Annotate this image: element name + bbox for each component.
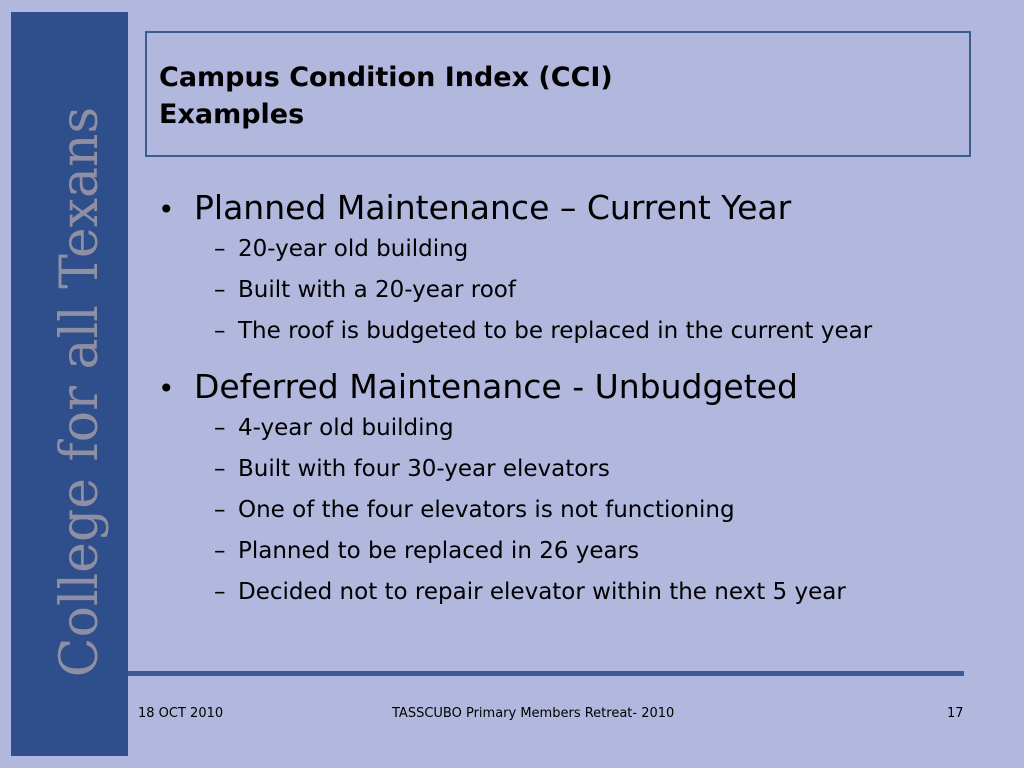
bullet-heading: Deferred Maintenance - Unbudgeted: [194, 367, 798, 406]
sub-item: [158, 456, 978, 497]
sub-item: [158, 318, 978, 359]
dash-marker: –: [214, 236, 226, 262]
footer-divider: [128, 671, 964, 676]
slide-content: [158, 188, 978, 620]
sub-item-text: 4-year old building: [238, 415, 454, 441]
title-line-2: Examples: [159, 99, 305, 130]
slide-title: [159, 59, 613, 133]
dash-marker: –: [214, 277, 226, 303]
sub-item-text: Decided not to repair elevator within the next 5 year: [238, 579, 846, 605]
bullet-dot: •: [158, 372, 175, 405]
sub-item-text: Planned to be replaced in 26 years: [238, 538, 640, 564]
sidebar-slogan: College for all Texans: [50, 106, 110, 678]
bullet-heading: Planned Maintenance – Current Year: [194, 188, 792, 227]
sub-item: [158, 538, 978, 579]
sub-item: [158, 236, 978, 277]
dash-marker: –: [214, 456, 226, 482]
dash-marker: –: [214, 497, 226, 523]
sub-item: [158, 497, 978, 538]
sub-item-text: One of the four elevators is not functioning: [238, 497, 735, 523]
sub-item-text: Built with four 30-year elevators: [238, 456, 610, 482]
bullet-dot: •: [158, 193, 175, 226]
sub-item-text: 20-year old building: [238, 236, 469, 262]
bullet-item: [158, 188, 978, 236]
sub-item: [158, 415, 978, 456]
footer-date: 18 OCT 2010: [138, 706, 224, 721]
title-box: [145, 31, 971, 157]
title-line-1: Campus Condition Index (CCI): [159, 62, 613, 93]
dash-marker: –: [214, 538, 226, 564]
bullet-item: [158, 367, 978, 415]
sub-item: [158, 277, 978, 318]
sidebar-band: [11, 12, 128, 756]
sub-item: [158, 579, 978, 620]
dash-marker: –: [214, 579, 226, 605]
page-number: 17: [947, 706, 964, 721]
footer-event-title: TASSCUBO Primary Members Retreat- 2010: [392, 706, 675, 721]
sub-item-text: The roof is budgeted to be replaced in the current year: [238, 318, 873, 344]
dash-marker: –: [214, 415, 226, 441]
dash-marker: –: [214, 318, 226, 344]
sub-item-text: Built with a 20-year roof: [238, 277, 516, 303]
